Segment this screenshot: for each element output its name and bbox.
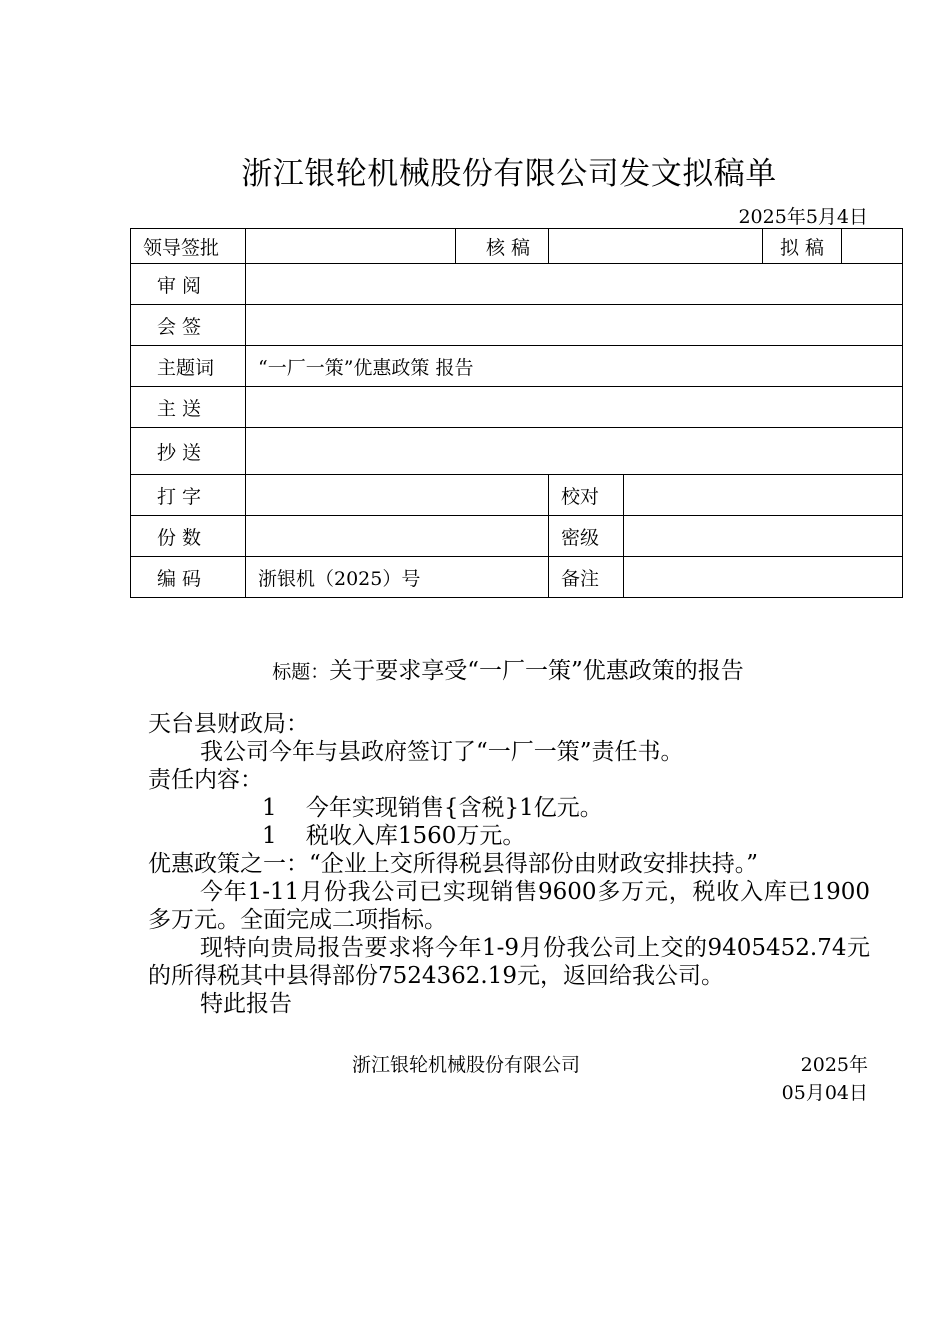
secret-label: 密级: [549, 516, 624, 557]
responsibility-item-2: 1 税收入库1560万元。: [262, 823, 526, 849]
proofread-field[interactable]: [624, 475, 903, 516]
letter-closing: 特此报告: [200, 991, 292, 1017]
row-subject: [131, 346, 903, 387]
policy-statement: 优惠政策之一：“企业上交所得税县得部份由财政安排扶持。”: [148, 851, 759, 877]
leader-approval-label: 领导签批: [131, 229, 246, 264]
responsibility-item-1: 1 今年实现销售{含税}1亿元。: [262, 795, 603, 821]
send-to-field[interactable]: [246, 387, 903, 428]
signature-date: 05月04日: [781, 1082, 868, 1104]
row-copies: [131, 516, 903, 557]
letter-subject: 关于要求享受“一厂一策”优惠政策的报告: [329, 658, 744, 684]
copies-label: 份 数: [131, 516, 246, 557]
document-title: 浙江银轮机械股份有限公司发文拟稿单: [241, 156, 777, 192]
row-leader-approval: [131, 229, 903, 264]
letter-subject-line: [0, 652, 950, 685]
typing-label: 打 字: [131, 475, 246, 516]
cc-field[interactable]: [246, 428, 903, 475]
code-field[interactable]: 浙银机（2025）号: [246, 557, 549, 598]
remark-field[interactable]: [624, 557, 903, 598]
check-field[interactable]: [549, 229, 763, 264]
review-label: 审 阅: [131, 264, 246, 305]
subject-label: 主题词: [131, 346, 246, 387]
responsibility-heading: 责任内容：: [148, 767, 263, 793]
letter-body: [148, 710, 870, 1018]
row-typing: [131, 475, 903, 516]
document-date: 2025年5月4日: [738, 206, 868, 228]
check-label: 核 稿: [456, 229, 549, 264]
letter-paragraph-1: 我公司今年与县政府签订了“一厂一策”责任书。: [200, 739, 684, 765]
row-review: [131, 264, 903, 305]
signature-company: 浙江银轮机械股份有限公司: [352, 1054, 581, 1076]
row-countersign: [131, 305, 903, 346]
remark-label: 备注: [549, 557, 624, 598]
draft-field[interactable]: [842, 229, 902, 263]
row-code: [131, 557, 903, 598]
draft-label: 拟 稿: [763, 229, 842, 263]
proofread-label: 校对: [549, 475, 624, 516]
copies-field[interactable]: [246, 516, 549, 557]
letter-subject-prefix: 标题：: [272, 661, 330, 683]
typing-field[interactable]: [246, 475, 549, 516]
countersign-field[interactable]: [246, 305, 903, 346]
letter-paragraph-2: 今年1-11月份我公司已实现销售9600多万元，税收入库已1900多万元。全面完成二项指标。: [148, 879, 870, 933]
subject-field[interactable]: “一厂一策”优惠政策 报告: [246, 346, 903, 387]
send-to-label: 主 送: [131, 387, 246, 428]
leader-approval-field[interactable]: [246, 229, 456, 264]
draft-form-table: [130, 228, 903, 598]
row-send-to: [131, 387, 903, 428]
row-cc: [131, 428, 903, 475]
review-field[interactable]: [246, 264, 903, 305]
signature-year: 2025年: [800, 1054, 868, 1076]
code-label: 编 码: [131, 557, 246, 598]
draft-cell: [763, 229, 903, 264]
secret-field[interactable]: [624, 516, 903, 557]
countersign-label: 会 签: [131, 305, 246, 346]
letter-paragraph-3: 现特向贵局报告要求将今年1-9月份我公司上交的9405452.74元的所得税其中县得部份7524362.19元，返回给我公司。: [148, 935, 870, 989]
cc-label: 抄 送: [131, 428, 246, 475]
letter-recipient: 天台县财政局：: [148, 711, 309, 737]
